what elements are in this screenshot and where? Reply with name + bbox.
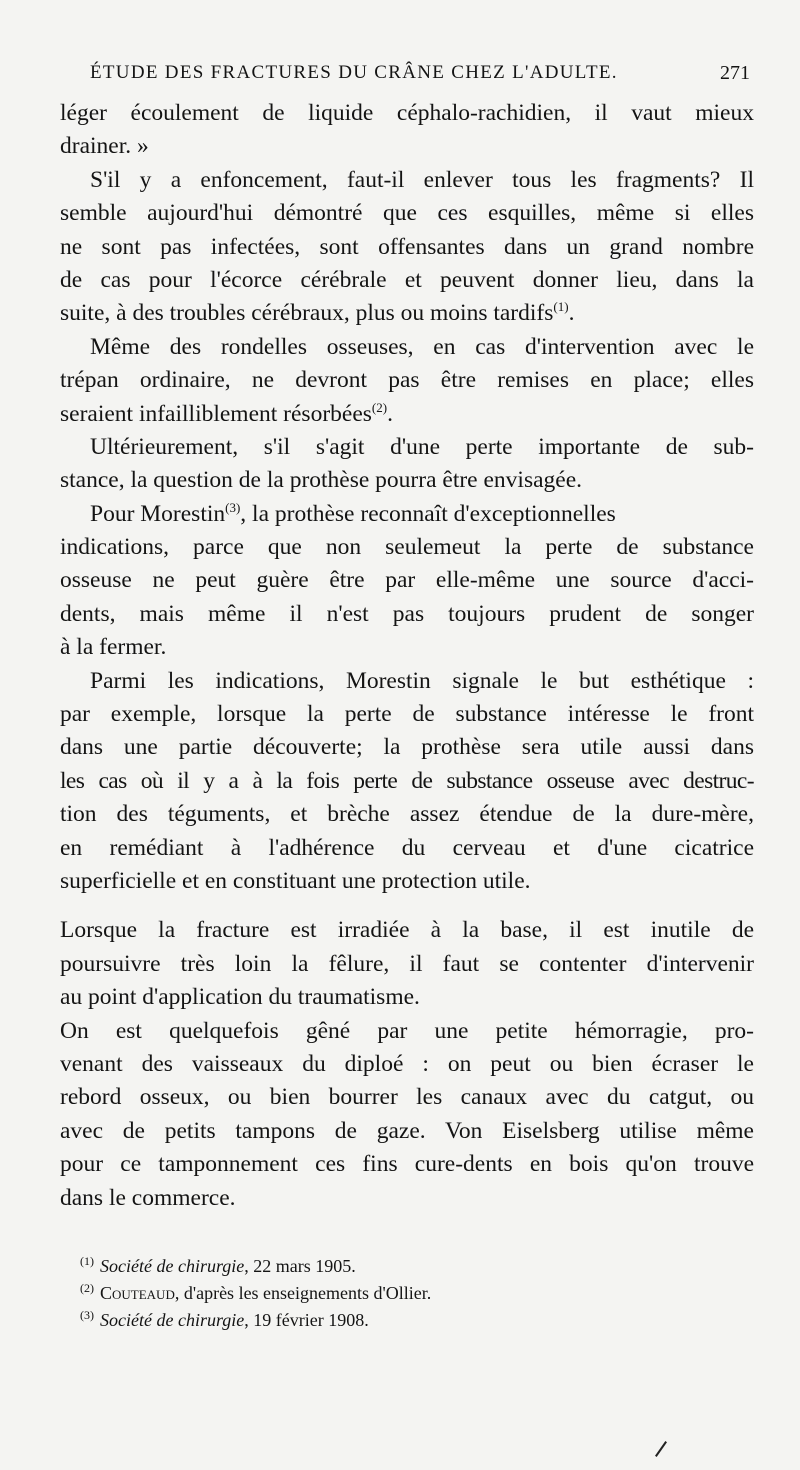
text-line: à la fermer. <box>60 634 167 661</box>
footnote-text: , 22 mars 1905. <box>244 1256 356 1276</box>
text-line: On est quelquefois gêné par une petite hémorragie, pro- <box>60 1017 754 1044</box>
footnote-ref: (1) <box>553 299 569 315</box>
text-line: poursuivre très loin la fêlure, il faut se contenter d'intervenir <box>60 950 754 977</box>
text-line <box>60 297 754 330</box>
text-line: Parmi les indications, Morestin signale le but esthétique : <box>90 667 754 694</box>
text-line: léger écoulement de liquide céphalo-rachidien, il vaut mieux <box>60 100 754 126</box>
text-line: superficielle et en constituant une protection utile. <box>60 867 531 894</box>
text-line: tion des téguments, et brèche assez étendue de la dure-mère, <box>60 801 754 828</box>
text-line <box>60 498 754 531</box>
text-line: Lorsque la fracture est irradiée à la base, il est inutile de <box>60 917 754 944</box>
footnote <box>80 1280 640 1307</box>
line-text: . <box>568 300 575 327</box>
footnote <box>80 1253 640 1280</box>
text-line: Ultérieurement, s'il s'agit d'une perte importante de sub- <box>90 433 754 460</box>
text-line: ne sont pas infectées, sont offensantes dans un grand nombre <box>60 233 754 260</box>
text-line: rebord osseux, ou bien bourrer les canaux avec du catgut, ou <box>60 1084 754 1111</box>
paragraph-gap <box>60 898 754 914</box>
footnote-ref: (2) <box>371 399 388 415</box>
footnote-mark: (2) <box>80 1281 94 1295</box>
text-line: Même des rondelles osseuses, en cas d'intervention avec le <box>90 333 754 360</box>
text-line: semble aujourd'hui démontré que ces esquilles, même si elles <box>60 200 754 227</box>
body-text <box>60 97 754 1215</box>
text-line: en remédiant à l'adhérence du cerveau et d'une cicatrice <box>60 834 754 861</box>
line-text: . <box>387 400 393 427</box>
footnotes <box>80 1253 640 1334</box>
line-text: seraient infailliblement résorbées <box>60 400 372 427</box>
footnote-mark: (3) <box>80 1308 94 1322</box>
text-line: venant des vaisseaux du diploé : on peut ou bien écraser le <box>60 1050 754 1077</box>
running-title: ÉTUDE DES FRACTURES DU CRÂNE CHEZ L'ADULTE. <box>90 62 618 83</box>
footnote-source: Couteaud <box>100 1283 175 1303</box>
footnote-text: , d'après les enseignements d'Ollier. <box>174 1283 432 1303</box>
text-line: trépan ordinaire, ne devront pas être remises en place; elles <box>60 367 754 394</box>
running-head <box>60 62 750 90</box>
text-line: drainer. » <box>60 133 149 160</box>
footnote-source: Société de chirurgie <box>100 1256 245 1276</box>
text-line: pour ce tamponnement ces fins cure-dents en bois qu'on trouve <box>60 1151 754 1178</box>
footnote-source: Société de chirurgie <box>100 1310 245 1330</box>
line-text: suite, à des troubles cérébraux, plus ou moins tardifs <box>60 300 554 327</box>
text-line: par exemple, lorsque la perte de substance intéresse le front <box>60 701 754 728</box>
line-text: , la prothèse reconnaît d'exceptionnelles <box>240 500 616 527</box>
text-line: de cas pour l'écorce cérébrale et peuvent donner lieu, dans la <box>60 266 754 293</box>
footnote <box>80 1307 640 1334</box>
text-line: les cas où il y a à la fois perte de substance osseuse avec destruc- <box>60 767 754 794</box>
footnote-mark: (1) <box>80 1254 94 1268</box>
text-line: stance, la question de la prothèse pourra être envisagée. <box>60 467 583 494</box>
text-line: dans le commerce. <box>60 1184 236 1211</box>
text-line: osseuse ne peut guère être par elle-même une source d'acci- <box>60 567 754 594</box>
footnote-text: , 19 février 1908. <box>244 1310 369 1330</box>
text-line: dans une partie découverte; la prothèse sera utile aussi dans <box>60 734 754 761</box>
text-line <box>60 398 754 431</box>
scan-mark <box>655 1441 667 1457</box>
footnote-ref: (3) <box>225 499 241 515</box>
text-line: S'il y a enfoncement, faut-il enlever tous les fragments? Il <box>90 166 754 193</box>
page-number: 271 <box>720 62 750 84</box>
text-line: dents, mais même il n'est pas toujours prudent de songer <box>60 600 754 627</box>
text-line: indications, parce que non seulemeut la perte de substance <box>60 534 754 561</box>
text-line: au point d'application du traumatisme. <box>60 984 420 1011</box>
text-line: avec de petits tampons de gaze. Von Eiselsberg utilise même <box>60 1117 754 1144</box>
line-text: Pour Morestin <box>90 500 226 527</box>
